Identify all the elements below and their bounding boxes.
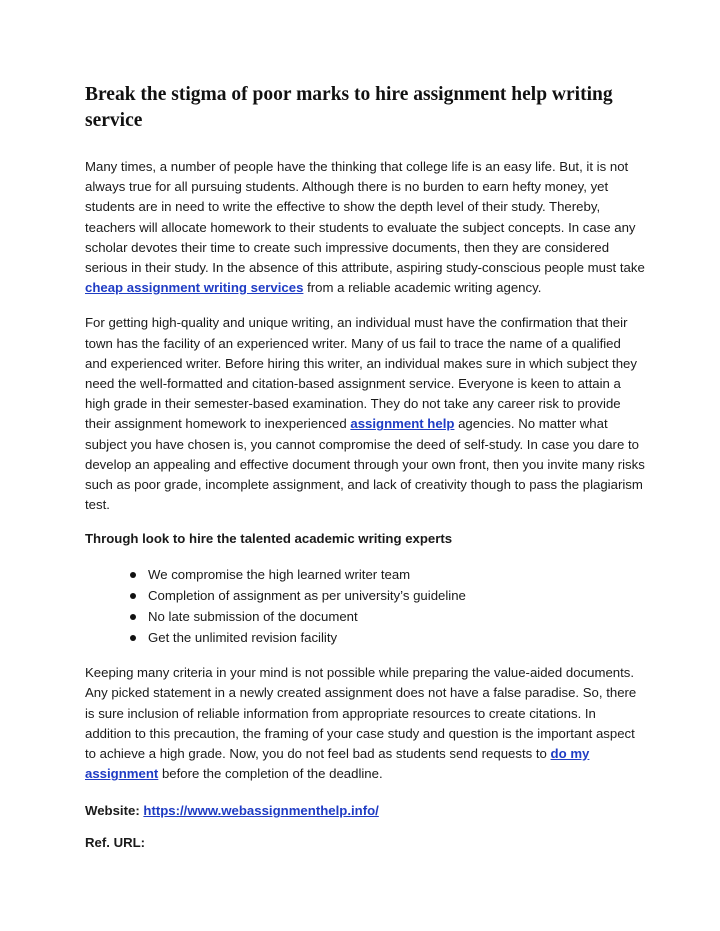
bullet-item <box>127 565 645 586</box>
feature-bullet-list <box>85 565 645 648</box>
document-page <box>85 82 645 853</box>
website-label: Website: <box>85 803 140 819</box>
paragraph-text: Many times, a number of people have the thinking that college life is an easy life. But, it is not always true for all pursuing students. Although there is no burden to earn hefty money, yet students are in need to write the effective to show the depth level of their study. Thereby, teachers will allocate homework to their students to evaluate the subject concepts. In case any scholar devotes their time to create such impressive documents, then they are considered serious in their study. In the absence of this attribute, aspiring study-conscious people must take <box>85 159 645 276</box>
bullet-text: Get the unlimited revision facility <box>148 629 338 645</box>
bullet-text: We compromise the high learned writer team <box>148 567 411 583</box>
document-title: Break the stigma of poor marks to hire assignment help writing service <box>85 84 613 131</box>
bullet-icon <box>130 593 136 599</box>
bullet-icon <box>130 572 136 578</box>
paragraph-text: Keeping many criteria in your mind is not possible while preparing the value-aided documents. Any picked statement in a newly created assignment does not have a false paradise. So, there is sure inclusion of reliable information from appropriate resources to create citations. In addition to this precaution, the framing of your case study and question is the important aspect to achieve a high grade. Now, you do not feel bad as students send requests to <box>85 665 637 762</box>
bullet-item <box>127 586 645 607</box>
assignment-help-link[interactable]: assignment help <box>350 416 455 432</box>
paragraph-text: For getting high-quality and unique writing, an individual must have the confirmation that their town has the facility of an experienced writer. Many of us fail to trace the name of a qualified and experienced writer. Before hiring this writer, an individual makes sure in which subject they need the well-formatted and citation-based assignment service. Everyone is keen to attain a high grade in their semester-based examination. They do not take any career risk to provide their assignment homework to inexperienced <box>85 315 637 432</box>
bullet-item <box>127 628 645 649</box>
paragraph-text: before the completion of the deadline. <box>158 766 383 782</box>
paragraph-quality <box>85 313 645 515</box>
section-subheading: Through look to hire the talented academic writing experts <box>85 531 453 547</box>
bullet-icon <box>130 614 136 620</box>
bullet-text: Completion of assignment as per university’s guideline <box>148 588 466 604</box>
website-line <box>85 801 645 821</box>
do-my-assignment-link[interactable]: do my assignment <box>85 746 590 782</box>
bullet-item <box>127 607 645 628</box>
ref-url-label: Ref. URL: <box>85 835 146 851</box>
bullet-icon <box>130 635 136 641</box>
paragraph-intro <box>85 157 645 298</box>
paragraph-criteria <box>85 663 645 784</box>
bullet-text: No late submission of the document <box>148 608 358 624</box>
website-url-link[interactable]: https://www.webassignmenthelp.info/ <box>143 803 379 819</box>
paragraph-text: from a reliable academic writing agency. <box>303 280 542 296</box>
paragraph-text: agencies. No matter what subject you have chosen is, you cannot compromise the deed of self-study. In case you dare to develop an appealing and effective document through your own front, then you invite many risks such as poor grade, incomplete assignment, and lack of creativity though to pass the plagiarism test. <box>85 416 645 513</box>
cheap-assignment-writing-services-link[interactable]: cheap assignment writing services <box>85 280 304 296</box>
